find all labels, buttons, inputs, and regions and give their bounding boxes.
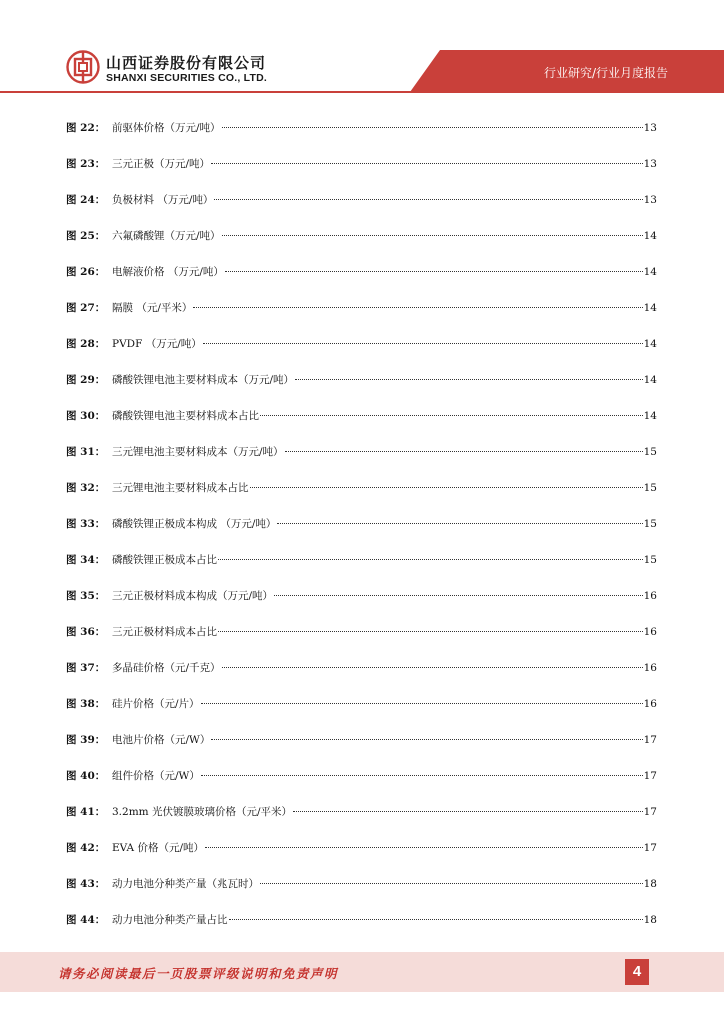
toc-entry[interactable] <box>66 227 657 263</box>
toc-entry-page: 13 <box>643 194 657 206</box>
toc-dot-leader <box>274 595 643 596</box>
toc-entry-label: 图 24： <box>66 194 106 206</box>
toc-entry-title: 三元锂电池主要材料成本占比 <box>112 482 249 494</box>
shanxi-securities-logo-icon <box>66 50 100 84</box>
toc-entry-page: 16 <box>643 626 657 638</box>
toc-dot-leader <box>205 847 643 848</box>
company-name-en: SHANXI SECURITIES CO., LTD. <box>106 72 267 84</box>
toc-entry-page: 15 <box>643 446 657 458</box>
toc-dot-leader <box>201 703 643 704</box>
toc-entry-page: 14 <box>643 266 657 278</box>
toc-entry[interactable] <box>66 551 657 587</box>
toc-entry-label: 图 39： <box>66 734 106 746</box>
page-header <box>0 0 724 100</box>
toc-entry-title: 磷酸铁锂电池主要材料成本（万元/吨） <box>112 374 295 386</box>
toc-entry-label: 图 25： <box>66 230 106 242</box>
toc-entry-label: 图 32： <box>66 482 106 494</box>
toc-entry-label: 图 40： <box>66 770 106 782</box>
toc-dot-leader <box>295 379 643 380</box>
toc-entry[interactable] <box>66 623 657 659</box>
toc-entry[interactable] <box>66 695 657 731</box>
toc-dot-leader <box>203 343 643 344</box>
toc-entry-title: 3.2mm 光伏镀膜玻璃价格（元/平米） <box>112 806 292 818</box>
toc-entry-label: 图 42： <box>66 842 106 854</box>
toc-dot-leader <box>211 163 643 164</box>
toc-entry-title: 硅片价格（元/片） <box>112 698 200 710</box>
header-divider <box>0 91 724 93</box>
page-number: 4 <box>625 959 649 985</box>
toc-entry-label: 图 33： <box>66 518 106 530</box>
toc-entry-title: 前驱体价格（万元/吨） <box>112 122 221 134</box>
report-type: 行业研究/行业月度报告 <box>543 66 668 80</box>
toc-entry-page: 17 <box>643 734 657 746</box>
toc-entry-page: 14 <box>643 338 657 350</box>
toc-entry-title: 电池片价格（元/W） <box>112 734 211 746</box>
toc-entry[interactable] <box>66 839 657 875</box>
toc-entry-label: 图 28： <box>66 338 106 350</box>
toc-entry-page: 16 <box>643 662 657 674</box>
toc-entry[interactable] <box>66 407 657 443</box>
toc-entry[interactable] <box>66 659 657 695</box>
toc-entry-page: 13 <box>643 122 657 134</box>
toc-entry-title: 隔膜 （元/平米） <box>112 302 193 314</box>
toc-entry-label: 图 43： <box>66 878 106 890</box>
toc-entry-page: 17 <box>643 806 657 818</box>
toc-dot-leader <box>260 883 643 884</box>
toc-entry-page: 14 <box>643 230 657 242</box>
toc-entry[interactable] <box>66 263 657 299</box>
toc-entry[interactable] <box>66 371 657 407</box>
toc-entry-title: 三元锂电池主要材料成本（万元/吨） <box>112 446 284 458</box>
toc-entry[interactable] <box>66 803 657 839</box>
toc-entry[interactable] <box>66 911 657 947</box>
toc-entry-title: 动力电池分种类产量（兆瓦时） <box>112 878 259 890</box>
toc-entry-title: 动力电池分种类产量占比 <box>112 914 228 926</box>
toc-entry-label: 图 30： <box>66 410 106 422</box>
toc-entry[interactable] <box>66 731 657 767</box>
toc-entry-label: 图 23： <box>66 158 106 170</box>
toc-dot-leader <box>293 811 643 812</box>
toc-entry[interactable] <box>66 191 657 227</box>
toc-entry-page: 17 <box>643 842 657 854</box>
toc-dot-leader <box>222 127 643 128</box>
toc-entry-title: 磷酸铁锂正极成本占比 <box>112 554 217 566</box>
toc-dot-leader <box>250 487 643 488</box>
toc-dot-leader <box>214 199 642 200</box>
toc-dot-leader <box>222 667 643 668</box>
toc-entry[interactable] <box>66 587 657 623</box>
toc-entry-title: 磷酸铁锂正极成本构成 （万元/吨） <box>112 518 277 530</box>
toc-entry-label: 图 36： <box>66 626 106 638</box>
disclaimer-text: 请务必阅读最后一页股票评级说明和免责声明 <box>58 966 339 981</box>
toc-dot-leader <box>193 307 642 308</box>
toc-entry[interactable] <box>66 515 657 551</box>
toc-entry-title: 三元正极（万元/吨） <box>112 158 211 170</box>
toc-dot-leader <box>229 919 643 920</box>
toc-dot-leader <box>225 271 643 272</box>
toc-entry-title: PVDF （万元/吨） <box>112 338 202 350</box>
toc-entry-label: 图 35： <box>66 590 106 602</box>
toc-entry[interactable] <box>66 119 657 155</box>
toc-entry[interactable] <box>66 335 657 371</box>
toc-dot-leader <box>218 631 643 632</box>
toc-entry-page: 18 <box>643 914 657 926</box>
toc-entry-title: 三元正极材料成本构成（万元/吨） <box>112 590 274 602</box>
toc-entry-label: 图 27： <box>66 302 106 314</box>
toc-entry-title: 负极材料 （万元/吨） <box>112 194 214 206</box>
toc-entry-label: 图 44： <box>66 914 106 926</box>
toc-entry-label: 图 38： <box>66 698 106 710</box>
toc-entry-page: 15 <box>643 554 657 566</box>
toc-entry[interactable] <box>66 299 657 335</box>
toc-dot-leader <box>222 235 643 236</box>
toc-entry-label: 图 41： <box>66 806 106 818</box>
toc-dot-leader <box>218 559 643 560</box>
toc-entry-title: 电解液价格 （万元/吨） <box>112 266 224 278</box>
toc-entry-page: 13 <box>643 158 657 170</box>
toc-entry-page: 16 <box>643 698 657 710</box>
toc-entry-page: 17 <box>643 770 657 782</box>
toc-entry-label: 图 31： <box>66 446 106 458</box>
toc-entry-page: 15 <box>643 518 657 530</box>
toc-entry[interactable] <box>66 767 657 803</box>
toc-entry[interactable] <box>66 875 657 911</box>
toc-entry-label: 图 22： <box>66 122 106 134</box>
toc-entry-page: 14 <box>643 374 657 386</box>
toc-dot-leader <box>277 523 642 524</box>
toc-entry-title: 六氟磷酸锂（万元/吨） <box>112 230 221 242</box>
toc-dot-leader <box>260 415 643 416</box>
toc-entry[interactable] <box>66 479 657 515</box>
toc-entry-title: 组件价格（元/W） <box>112 770 200 782</box>
toc-entry-page: 16 <box>643 590 657 602</box>
toc-entry-title: 多晶硅价格（元/千克） <box>112 662 221 674</box>
page-footer <box>0 952 724 992</box>
toc-dot-leader <box>201 775 643 776</box>
toc-entry-label: 图 34： <box>66 554 106 566</box>
toc-entry[interactable] <box>66 443 657 479</box>
toc-entry[interactable] <box>66 155 657 191</box>
toc-entry-title: EVA 价格（元/吨） <box>112 842 204 854</box>
toc-dot-leader <box>211 739 642 740</box>
toc-entry-title: 三元正极材料成本占比 <box>112 626 217 638</box>
toc-entry-page: 18 <box>643 878 657 890</box>
toc-entry-label: 图 26： <box>66 266 106 278</box>
toc-dot-leader <box>285 451 643 452</box>
table-of-figures <box>66 119 657 947</box>
toc-entry-title: 磷酸铁锂电池主要材料成本占比 <box>112 410 259 422</box>
toc-entry-label: 图 29： <box>66 374 106 386</box>
toc-entry-label: 图 37： <box>66 662 106 674</box>
toc-entry-page: 15 <box>643 482 657 494</box>
company-name-cn: 山西证券股份有限公司 <box>106 54 267 72</box>
toc-entry-page: 14 <box>643 410 657 422</box>
toc-entry-page: 14 <box>643 302 657 314</box>
